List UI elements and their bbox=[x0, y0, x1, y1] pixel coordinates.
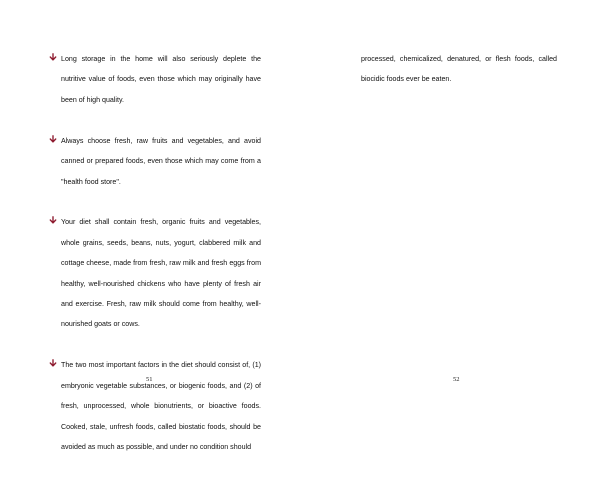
right-page bbox=[300, 0, 600, 424]
left-page bbox=[0, 0, 300, 451]
bullet-item-1 bbox=[48, 49, 261, 110]
bullet-item-2 bbox=[48, 131, 261, 192]
page-number: 51 bbox=[146, 376, 153, 383]
bullet-text: The two most important factors in the diet should consist of, (1) embryonic vegetable substances, or biogenic foods, and (2) of fresh, unprocessed, whole bionutrients, or bioactive foods. Cooked, stale, unfresh foods, called biostatic foods, should be avoided as much as possible, and under no condition should bbox=[61, 361, 261, 451]
bullet-text: Always choose fresh, raw fruits and vegetables, and avoid canned or prepared foods, even those which may come from a "health food store". bbox=[61, 136, 261, 186]
down-arrow-icon bbox=[49, 359, 57, 367]
bullet-text: Your diet shall contain fresh, organic fruits and vegetables, whole grains, seeds, beans, nuts, yogurt, clabbered milk and cottage cheese, made from fresh, raw milk and fresh eggs from healthy, well-nourished chickens who have plenty of fresh air and exercise. Fresh, raw milk should come from healthy, well-nourished goats or cows. bbox=[61, 218, 261, 329]
bullet-item-4 bbox=[48, 355, 261, 457]
page-number: 52 bbox=[453, 376, 460, 383]
down-arrow-icon bbox=[49, 135, 57, 143]
down-arrow-icon bbox=[49, 216, 57, 224]
continuation-text: processed, chemicalized, denatured, or flesh foods, called biocidic foods ever be eaten. bbox=[361, 55, 557, 84]
down-arrow-icon bbox=[49, 53, 57, 61]
bullet-text: Long storage in the home will also seriously deplete the nutritive value of foods, even those which may originally have been of high quality. bbox=[61, 55, 261, 104]
bullet-list bbox=[48, 49, 261, 478]
bullet-item-3 bbox=[48, 212, 261, 334]
